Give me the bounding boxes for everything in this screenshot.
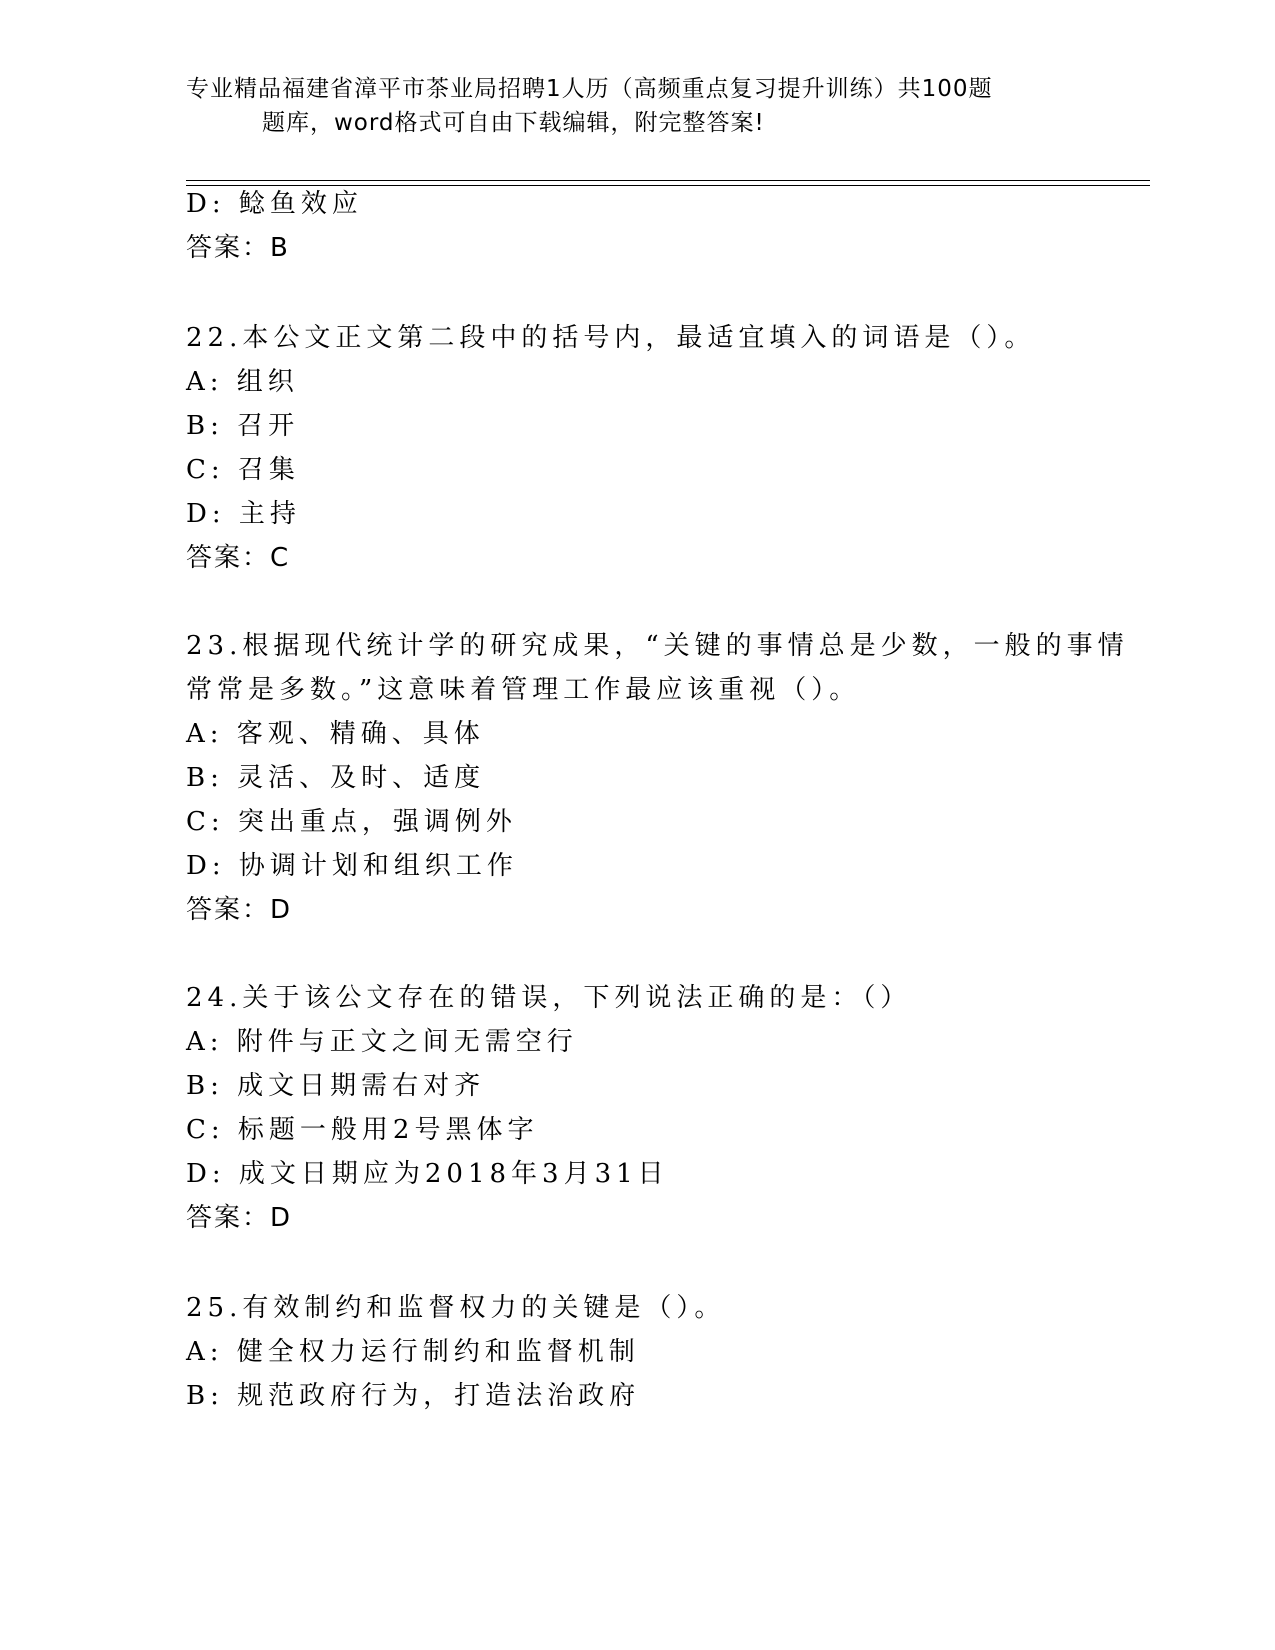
q22-option-a: A: 组织	[186, 367, 299, 397]
q23-option-d: D: 协调计划和组织工作	[186, 851, 518, 881]
q24-option-b: B: 成文日期需右对齐	[186, 1071, 486, 1101]
header-title-line1: 专业精品福建省漳平市茶业局招聘1人历（高频重点复习提升训练）共100题	[186, 76, 993, 102]
q24-stem: 24.关于该公文存在的错误，下列说法正确的是：（）	[186, 983, 912, 1013]
q25-option-a: A: 健全权力运行制约和监督机制	[186, 1337, 640, 1367]
q24-option-a: A: 附件与正文之间无需空行	[186, 1027, 578, 1057]
q23-option-a: A: 客观、精确、具体	[186, 719, 485, 749]
prev-option-d: D: 鲶鱼效应	[186, 189, 363, 219]
q23-option-c: C: 突出重点，强调例外	[186, 807, 517, 837]
q25-stem: 25.有效制约和监督权力的关键是（）。	[186, 1293, 726, 1323]
q24-answer: 答案：D	[186, 1203, 293, 1233]
q22-option-c: C: 召集	[186, 455, 300, 485]
q23-stem-line2: 常常是多数。”这意味着管理工作最应该重视（）。	[186, 675, 861, 705]
q24-option-d: D: 成文日期应为2018年3月31日	[186, 1159, 669, 1189]
header-title-line2: 题库，word格式可自由下载编辑，附完整答案!	[262, 110, 765, 136]
q24-option-c: C: 标题一般用2号黑体字	[186, 1115, 539, 1145]
q23-stem-line1: 23.根据现代统计学的研究成果，“关键的事情总是少数，一般的事情	[186, 631, 1129, 661]
q23-answer: 答案：D	[186, 895, 293, 925]
document-header	[186, 72, 1066, 140]
q23-option-b: B: 灵活、及时、适度	[186, 763, 486, 793]
q25-option-b: B: 规范政府行为，打造法治政府	[186, 1381, 641, 1411]
q22-option-b: B: 召开	[186, 411, 300, 441]
header-rule-top	[186, 180, 1150, 181]
prev-answer: 答案：B	[186, 233, 290, 263]
q22-answer: 答案：C	[186, 543, 291, 573]
q22-stem: 22.本公文正文第二段中的括号内，最适宜填入的词语是（）。	[186, 323, 1036, 353]
q22-option-d: D: 主持	[186, 499, 301, 529]
